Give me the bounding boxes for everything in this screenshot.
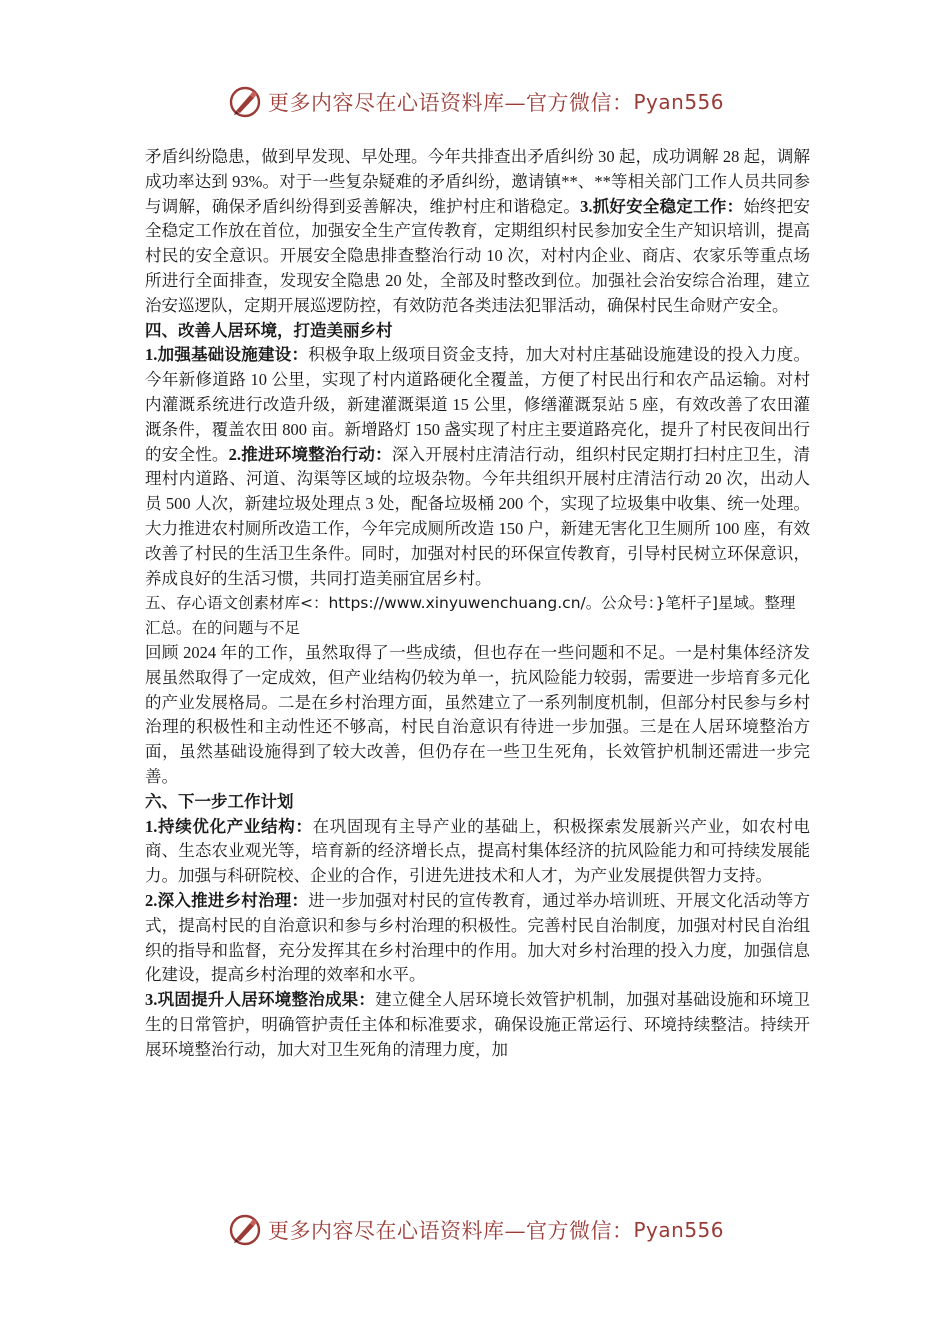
heading-plan-industry: 1.持续优化产业结构： — [145, 816, 313, 836]
banner-handle: Pyan556 — [633, 1218, 725, 1242]
paragraph-safety: 矛盾纠纷隐患，做到早发现、早处理。今年共排查出矛盾纠纷 30 起，成功调解 28 起，调解成功率达到 93%。对于一些复杂疑难的矛盾纠纷，邀请镇**、**等相关部门工作人员共同参与调解，确保矛盾纠纷得到妥善解决，维护村庄和谐稳定。3.抓好安全稳定工作：始终把安全稳定工作放在首位，加强安全生产宣传教育，定期组织村民参加安全生产知识培训，提高村民的安全意识。开展安全隐患排查整治行动 10 次，对村内企业、商店、农家乐等重点场所进行全面排查，发现安全隐患 20 处，全部及时整改到位。加强社会治安综合治理，建立治安巡逻队，定期开展巡逻防控，有效防范各类违法犯罪活动，确保村民生命财产安全。 — [145, 147, 811, 315]
paragraph-infrastructure: 1.加强基础设施建设：积极争取上级项目资金支持，加大对村庄基础设施建设的投入力度。今年新修道路 10 公里，实现了村内道路硬化全覆盖，方便了村民出行和农产品运输。对村内灌溉系统进行改造升级，新建灌溉渠道 15 公里，修缮灌溉泵站 5 座，有效改善了农田灌溉条件，覆盖农田 800 亩。新增路灯 150 盏实现了村庄主要道路亮化，提升了村民夜间出行的安全性。2.推进环境整治行动：深入开展村庄清洁行动，组织村民定期打扫村庄卫生，清理村内道路、河道、沟渠等区域的垃圾杂物。今年共组织开展村庄清洁行动 20 次，出动人员 500 人次，新建垃圾处理点 3 处，配备垃圾桶 200 个，实现了垃圾集中收集、统一处理。大力推进农村厕所改造工作，今年完成厕所改造 150 户，新建无害化卫生厕所 100 座，有效改善了村民的生活卫生条件。同时，加强对村民的环保宣传教育，引导村民树立环保意识，养成良好的生活习惯，共同打造美丽宜居乡村。 — [145, 345, 811, 588]
pen-logo-icon — [228, 85, 262, 119]
section-heading-problems: 五、存心语文创素材库<：https://www.xinyuwenchuang.cn/。公众号：}笔杆子]星域。整理汇总。在的问题与不足 — [145, 594, 796, 638]
section-heading-plan: 六、下一步工作计划 — [145, 791, 294, 811]
heading-infrastructure: 1.加强基础设施建设： — [145, 345, 309, 365]
banner-text: 更多内容尽在心语资料库—官方微信： — [268, 91, 634, 115]
heading-safety: 3.抓好安全稳定工作： — [580, 196, 744, 216]
paragraph-plan-governance: 2.深入推进乡村治理：进一步加强对村民的宣传教育，通过举办培训班、开展文化活动等方式，提高村民的自治意识和参与乡村治理的积极性。完善村民自治制度，加强对村民自治组织的指导和监督，充分发挥其在乡村治理中的作用。加大对乡村治理的投入力度，加强信息化建设，提高乡村治理的效率和水平。 — [145, 890, 811, 985]
banner-text: 更多内容尽在心语资料库—官方微信： — [268, 1219, 634, 1243]
heading-plan-environment: 3.巩固提升人居环境整治成果： — [145, 990, 376, 1010]
paragraph-plan-environment: 3.巩固提升人居环境整治成果：建立健全人居环境长效管护机制，加强对基础设施和环境卫生的日常管护，明确管护责任主体和标准要求，确保设施正常运行、环境持续整洁。持续开展环境整治行动，加大对卫生死角的清理力度，加 — [145, 990, 811, 1059]
pen-logo-icon — [228, 1213, 262, 1247]
heading-plan-governance: 2.深入推进乡村治理： — [145, 890, 309, 910]
heading-environment-action: 2.推进环境整治行动： — [228, 444, 392, 464]
document-body — [145, 145, 810, 1062]
paragraph-problems: 回顾 2024 年的工作，虽然取得了一些成绩，但也存在一些问题和不足。一是村集体经济发展虽然取得了一定成效，但产业结构仍较为单一，抗风险能力较弱，需要进一步培育多元化的产业发展格局。二是在乡村治理方面，虽然建立了一系列制度机制，但部分村民参与乡村治理的积极性和主动性还不够高，村民自治意识有待进一步加强。三是在人居环境整治方面，虽然基础设施得到了较大改善，但仍存在一些卫生死角，长效管护机制还需进一步完善。 — [145, 642, 810, 786]
section-heading-environment: 四、改善人居环境，打造美丽乡村 — [145, 320, 393, 340]
header-banner — [228, 82, 724, 122]
footer-banner — [228, 1210, 724, 1250]
banner-handle: Pyan556 — [633, 90, 725, 114]
paragraph-plan-industry: 1.持续优化产业结构：在巩固现有主导产业的基础上，积极探索发展新兴产业，如农村电商、生态农业观光等，培育新的经济增长点，提高村集体经济的抗风险能力和可持续发展能力。加强与科研院校、企业的合作，引进先进技术和人才，为产业发展提供智力支持。 — [145, 816, 811, 886]
